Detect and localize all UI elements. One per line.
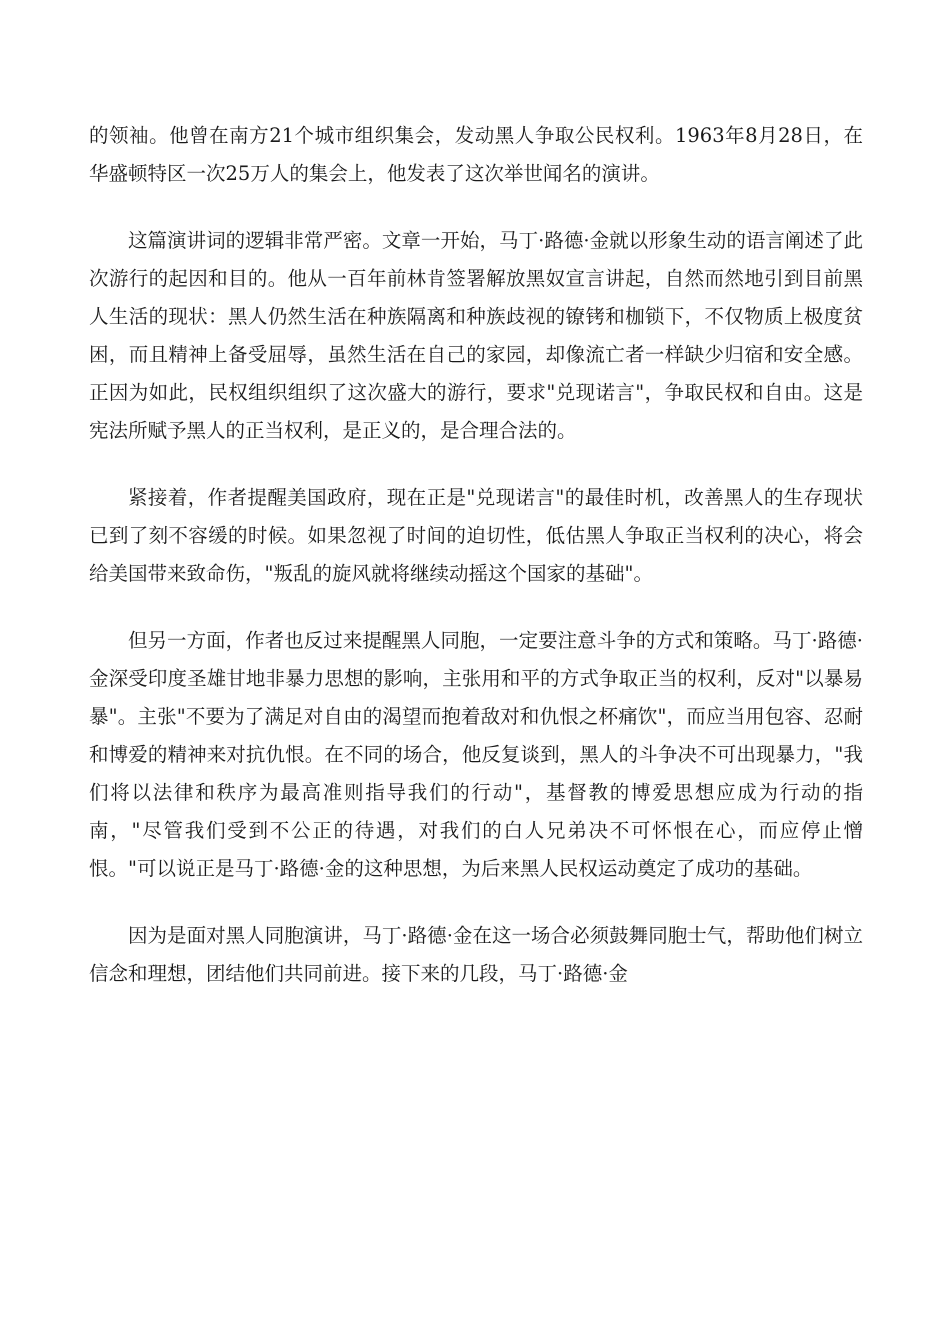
paragraph-2: 这篇演讲词的逻辑非常严密。文章一开始，马丁·路德·金就以形象生动的语言阐述了此次游行的起因和目的。他从一百年前林肯签署解放黑奴宣言讲起，自然而然地引到目前黑人生活的现状：黑人仍然生活在种族隔离和种族歧视的镣铐和枷锁下，不仅物质上极度贫困，而且精神上备受屈辱，虽然生活在自己的家园，却像流亡者一样缺少归宿和安全感。正因为如此，民权组织组织了这次盛大的游行，要求"兑现诺言"，争取民权和自由。这是宪法所赋予黑人的正当权利，是正义的，是合理合法的。 (89, 229, 863, 442)
paragraph-4: 但另一方面，作者也反过来提醒黑人同胞，一定要注意斗争的方式和策略。马丁·路德·金深受印度圣雄甘地非暴力思想的影响，主张用和平的方式争取正当的权利，反对"以暴易暴"。主张"不要为了满足对自由的渴望而抱着敌对和仇恨之杯痛饮"，而应当用包容、忍耐和博爱的精神来对抗仇恨。在不同的场合，他反复谈到，黑人的斗争决不可出现暴力，"我们将以法律和秩序为最高准则指导我们的行动"，基督教的博爱思想应成为行动的指南，"尽管我们受到不公正的待遇，对我们的白人兄弟决不可怀恨在心，而应停止憎恨。"可以说正是马丁·路德·金的这种思想，为后来黑人民权运动奠定了成功的基础。 (89, 629, 863, 880)
paragraph-3: 紧接着，作者提醒美国政府，现在正是"兑现诺言"的最佳时机，改善黑人的生存现状已到了刻不容缓的时候。如果忽视了时间的迫切性，低估黑人争取正当权利的决心，将会给美国带来致命伤，"叛乱的旋风就将继续动摇这个国家的基础"。 (89, 486, 863, 585)
paragraph-5: 因为是面对黑人同胞演讲，马丁·路德·金在这一场合必须鼓舞同胞士气，帮助他们树立信念和理想，团结他们共同前进。接下来的几段，马丁·路德·金 (89, 924, 863, 985)
paragraph-1: 的领袖。他曾在南方21个城市组织集会，发动黑人争取公民权利。1963年8月28日，在华盛顿特区一次25万人的集会上，他发表了这次举世闻名的演讲。 (89, 124, 863, 185)
document-body (89, 117, 863, 1022)
